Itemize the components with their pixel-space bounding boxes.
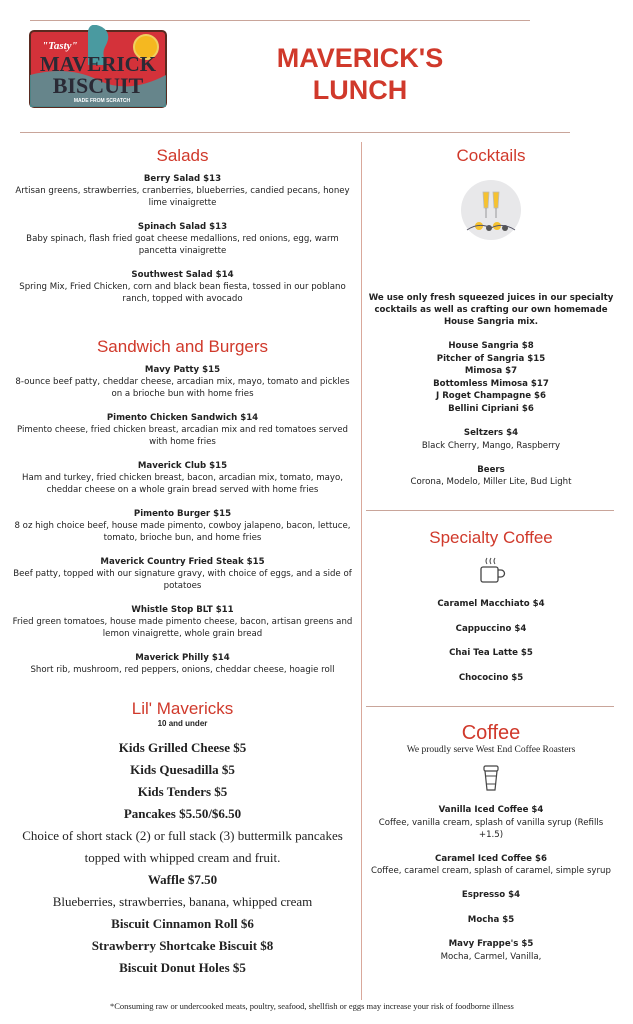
item-desc: Ham and turkey, fried chicken breast, bacon, arcadian mix, tomato, mayo, cheddar cheese on a whole grain bread served with home fries xyxy=(22,473,343,495)
item-name: Mavy Patty $15 xyxy=(144,365,221,375)
champagne-glasses-icon xyxy=(459,178,523,242)
column-divider xyxy=(361,142,362,1000)
item-name: Seltzers $4 xyxy=(463,428,519,438)
item-name: Spinach Salad $13 xyxy=(137,222,228,232)
kids-section xyxy=(10,699,355,979)
item-desc: Pimento cheese, fried chicken breast, arcadian mix and red tomatoes served with home fries xyxy=(16,425,349,447)
menu-item xyxy=(10,269,355,305)
sandwiches-heading: Sandwich and Burgers xyxy=(96,337,269,356)
item-name: Mocha $5 xyxy=(467,914,515,925)
item-name: Maverick Club $15 xyxy=(137,461,228,471)
coffee-item xyxy=(366,804,616,841)
top-divider xyxy=(30,20,530,21)
item-name: Caramel Iced Coffee $6 xyxy=(435,853,547,864)
svg-text:MAVERICK: MAVERICK xyxy=(39,52,157,76)
seltzers-item xyxy=(366,427,616,452)
coffee-section xyxy=(366,722,616,975)
item-desc: Coffee, vanilla cream, splash of vanilla syrup (Refills +1.5) xyxy=(378,817,604,840)
drink-item: House Sangria $8 xyxy=(448,341,534,351)
svg-text:"Tasty": "Tasty" xyxy=(42,40,78,52)
specialty-coffee-item: Cappuccino $4 xyxy=(455,623,527,634)
item-desc: Black Cherry, Mango, Raspberry xyxy=(421,440,561,451)
svg-text:BISCUIT: BISCUIT xyxy=(52,73,144,98)
item-name: Whistle Stop BLT $11 xyxy=(131,605,234,615)
menu-item xyxy=(10,221,355,257)
kids-item: Waffle $7.50 xyxy=(147,872,218,887)
item-name: Pimento Chicken Sandwich $14 xyxy=(106,413,259,423)
item-desc: Mocha, Carmel, Vanilla, xyxy=(440,951,542,962)
item-desc: Short rib, mushroom, red peppers, onions, cheddar cheese, hoagie roll xyxy=(30,665,335,675)
item-name: Espresso $4 xyxy=(461,890,521,900)
drink-item: Bottomless Mimosa $17 xyxy=(433,378,549,389)
sandwiches-section xyxy=(10,337,355,688)
specialty-coffee-heading: Specialty Coffee xyxy=(429,528,553,547)
menu-item xyxy=(10,460,355,496)
salads-section xyxy=(10,146,355,317)
salads-heading: Salads xyxy=(156,146,209,165)
item-desc: Artisan greens, strawberries, cranberries, blueberries, candied pecans, honey lime vinaigrette xyxy=(15,186,350,208)
kids-item: Kids Quesadilla $5 xyxy=(130,762,235,777)
specialty-coffee-item: Chococino $5 xyxy=(458,672,524,683)
coffee-item xyxy=(366,853,616,878)
item-name: Berry Salad $13 xyxy=(143,174,222,184)
cocktails-intro: We use only fresh squeezed juices in our specialty cocktails as well as crafting our own homemade House Sangria mix. xyxy=(368,293,614,327)
item-desc: 8-ounce beef patty, cheddar cheese, arcadian mix, mayo, tomato and pickles on a brioche bun with home fries xyxy=(15,377,350,399)
item-desc: 8 oz high choice beef, house made pimento, cowboy jalapeno, bacon, lettuce, tomato, brioche bun, and home fries xyxy=(14,521,351,543)
kids-item-desc: topped with whipped cream and fruit. xyxy=(84,850,281,865)
item-name: Mavy Frappe's $5 xyxy=(448,939,534,949)
hot-cup-icon xyxy=(476,556,506,586)
coffee-subheading: We proudly serve West End Coffee Roasters xyxy=(406,745,576,755)
item-name: Maverick Philly $14 xyxy=(135,653,230,663)
item-name: Vanilla Iced Coffee $4 xyxy=(438,805,544,815)
coffee-item xyxy=(366,938,616,963)
kids-item: Pancakes $5.50/$6.50 xyxy=(123,806,242,821)
coffee-heading: Coffee xyxy=(461,722,521,744)
item-desc: Corona, Modelo, Miller Lite, Bud Light xyxy=(410,477,572,487)
menu-item xyxy=(10,364,355,400)
kids-subheading: 10 and under xyxy=(157,719,208,728)
page-title xyxy=(250,42,470,106)
coffee-item xyxy=(366,914,616,927)
cocktails-divider xyxy=(366,510,614,511)
menu-item xyxy=(10,604,355,640)
kids-item-desc: Blueberries, strawberries, banana, whipped cream xyxy=(52,894,313,909)
coffee-item xyxy=(366,889,616,902)
drink-item: J Roget Champagne $6 xyxy=(436,391,546,401)
header-divider xyxy=(20,132,570,133)
beers-item xyxy=(366,464,616,489)
kids-heading: Lil' Mavericks xyxy=(131,699,234,718)
drink-item: Pitcher of Sangria $15 xyxy=(436,353,546,364)
item-desc: Spring Mix, Fried Chicken, corn and black bean fiesta, tossed in our poblano ranch, topped with avocado xyxy=(19,282,346,304)
drink-item: Mimosa $7 xyxy=(464,366,518,376)
item-desc: Coffee, caramel cream, splash of caramel, simple syrup xyxy=(371,866,611,876)
kids-item-desc: Choice of short stack (2) or full stack (3) buttermilk pancakes xyxy=(22,828,343,843)
item-desc: Baby spinach, flash fried goat cheese medallions, red onions, egg, warm pancetta vinaigrette xyxy=(26,234,339,256)
kids-item: Kids Tenders $5 xyxy=(137,784,228,799)
menu-item xyxy=(10,412,355,448)
menu-item xyxy=(10,556,355,592)
drink-item: Bellini Cipriani $6 xyxy=(448,403,534,414)
item-name: Beers xyxy=(477,464,505,475)
to-go-cup-icon xyxy=(481,764,501,792)
specialty-coffee-section xyxy=(366,528,616,696)
specialty-coffee-item: Caramel Macchiato $4 xyxy=(437,599,545,609)
item-name: Maverick Country Fried Steak $15 xyxy=(100,557,265,567)
menu-item xyxy=(10,652,355,676)
cocktails-heading: Cocktails xyxy=(456,146,526,165)
specialty-coffee-item: Chai Tea Latte $5 xyxy=(449,648,533,658)
item-desc: Fried green tomatoes, house made pimento cheese, bacon, artisan greens and lemon vinaigrette, whole grain bread xyxy=(12,617,353,639)
title-line-2: LUNCH xyxy=(312,75,408,105)
specialty-divider xyxy=(366,706,614,707)
item-name: Southwest Salad $14 xyxy=(131,270,234,280)
kids-item: Strawberry Shortcake Biscuit $8 xyxy=(91,938,274,953)
menu-item xyxy=(10,508,355,544)
food-safety-disclaimer: *Consuming raw or undercooked meats, poultry, seafood, shellfish or eggs may increase your risk of foodborne illness xyxy=(110,1001,514,1011)
title-line-1: MAVERICK'S xyxy=(276,43,444,73)
item-desc: Beef patty, topped with our signature gravy, with choice of eggs, and a side of potatoes xyxy=(13,569,352,591)
item-name: Pimento Burger $15 xyxy=(133,509,232,519)
svg-text:MADE FROM SCRATCH: MADE FROM SCRATCH xyxy=(73,98,131,104)
kids-item: Biscuit Donut Holes $5 xyxy=(119,960,246,975)
cocktails-section xyxy=(366,146,616,488)
menu-item xyxy=(10,173,355,209)
maverick-biscuit-logo xyxy=(28,25,168,113)
kids-item: Kids Grilled Cheese $5 xyxy=(118,740,247,755)
kids-item: Biscuit Cinnamon Roll $6 xyxy=(111,916,254,931)
